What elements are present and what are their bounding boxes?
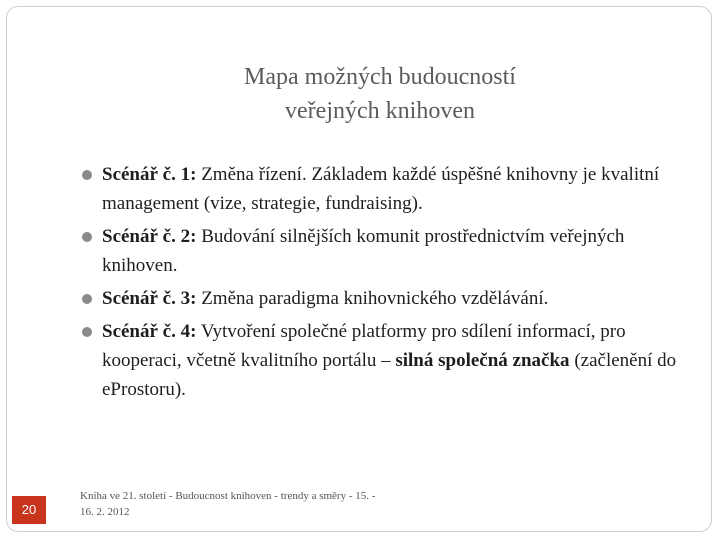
scenario-text: Změna řízení. Základem každé úspěšné knihovny je kvalitní management (vize, strategie, fundraising). [102,164,660,214]
bullet-icon [82,232,92,242]
bullet-icon [82,170,92,180]
slide-title [120,60,640,128]
title-line-2: veřejných knihoven [285,98,475,124]
scenario-label: Scénář č. 3: [102,288,197,309]
scenario-emphasis: silná společná značka [395,350,570,371]
scenario-label: Scénář č. 4: [102,321,197,342]
page-number-badge: 20 [12,496,46,524]
scenario-label: Scénář č. 2: [102,226,197,247]
footer-text: Kniha ve 21. století - Budoucnost knihoven - trendy a směry - 15. - 16. 2. 2012 [80,490,376,518]
scenario-label: Scénář č. 1: [102,164,197,185]
scenario-text: Budování silnějších komunit prostřednictvím veřejných knihoven. [102,226,625,276]
scenario-text-after: (začlenění do eProstoru). [102,350,677,400]
scenario-list [80,160,680,408]
bullet-icon [82,327,92,337]
title-line-1: Mapa možných budoucností [244,64,516,90]
list-item [80,317,680,404]
list-item [80,284,680,313]
scenario-text: Změna paradigma knihovnického vzdělávání. [196,288,549,309]
scenario-text: Vytvoření společné platformy pro sdílení informací, pro kooperaci, včetně kvalitního portálu – [102,321,626,371]
bullet-icon [82,294,92,304]
list-item [80,160,680,218]
list-item [80,222,680,280]
